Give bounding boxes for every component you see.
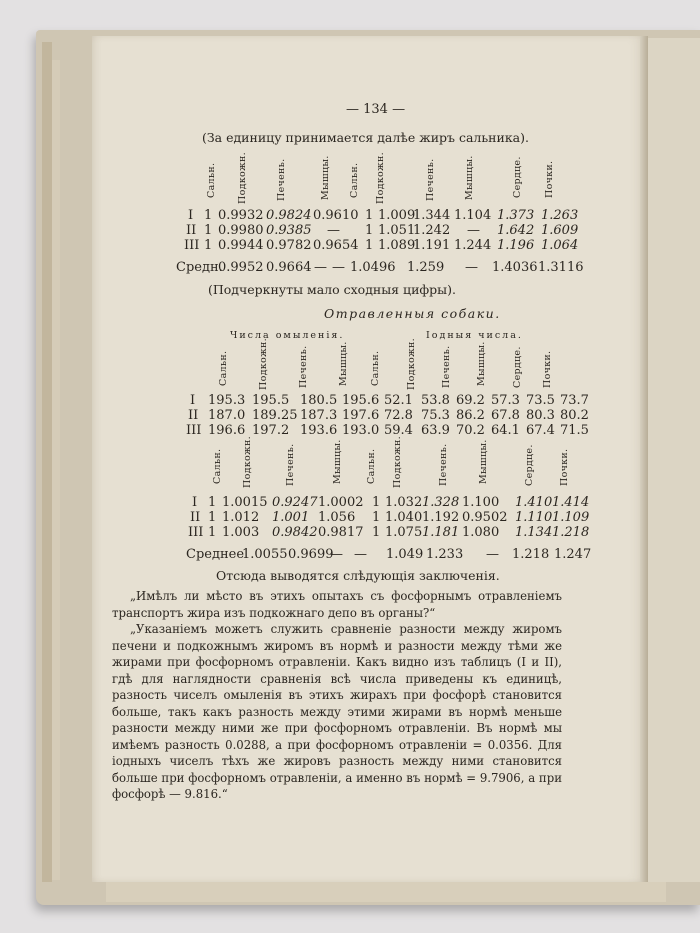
table2-header: Почки. bbox=[542, 350, 553, 388]
saponification-group-label: Числа омыленія. bbox=[230, 330, 345, 341]
table3-header: Печень. bbox=[438, 443, 449, 486]
table3-header: Сальн. bbox=[366, 448, 377, 484]
table1-header: Сальн. bbox=[349, 162, 360, 198]
paragraph: „Указаніемъ можетъ служить сравненіе разности между жиромъ печени и подкожнымъ жиромъ въ нормѣ и разности между тѣми же жирами при фосфорномъ отравленіи. Какъ видно изъ таблицъ (I и II), гдѣ для наглядности сравненія всѣ числа приведены къ единицѣ, разность чиселъ омыленія въ этихъ жирахъ при фосфорѣ становится больше, такъ какъ разность между этими жирами въ нормѣ меньше разности между ними же при фосфорномъ отравленіи. Въ нормѣ мы имѣемъ разность 0.0288, а при фосфорномъ отравленіи = 0.0356. Для іодныхъ чиселъ тѣхъ же жировъ разность между ними становится больше при фосфорномъ отравленіи, а именно въ нормѣ = 9.7906, а при фосфорѣ — 9.816.“ bbox=[112, 622, 562, 801]
table3-header: Мышцы. bbox=[478, 439, 489, 484]
table1-header: Подкожн. bbox=[237, 151, 248, 204]
table1-header: Почки. bbox=[544, 160, 555, 198]
table3-header: Сердце. bbox=[524, 444, 535, 486]
iodine-group-label: Іодныя числа. bbox=[426, 330, 523, 341]
table3-header: Подкожн. bbox=[392, 435, 403, 488]
table3-header: Почки. bbox=[559, 448, 570, 486]
table1-header: Сальн. bbox=[206, 162, 217, 198]
table1-footnote: (Подчеркнуты мало сходныя цифры). bbox=[208, 282, 456, 297]
paragraph: „Имѣлъ ли мѣсто въ этихъ опытахъ съ фосфорнымъ отравленіемъ транспортъ жира изъ подкожнаго депо въ органы?“ bbox=[112, 589, 562, 620]
table3-header: Сальн. bbox=[212, 448, 223, 484]
table3-header: Мышцы. bbox=[332, 439, 343, 484]
table1-header: Мышцы. bbox=[320, 155, 331, 200]
table3-header: Подкожн. bbox=[242, 435, 253, 488]
table2-header: Сальн. bbox=[218, 350, 229, 386]
table1-header: Сердце. bbox=[512, 156, 523, 198]
page-edges-bottom bbox=[106, 882, 666, 902]
table2-header: Сердце. bbox=[512, 346, 523, 388]
body-text bbox=[112, 588, 562, 803]
table1-header: Печень. bbox=[425, 158, 436, 201]
book-page: — 134 — (За единицу принимается далѣе жиръ сальника). Сальн. Подкожн. Печень. Мышцы. Сальн. Подкожн. Печень. Мышцы. Сердце. Почки. I 1 0.9932 0.9824 0.9610 1 1.009 1.344 1.104 1.373 1.263 II 1 0.9980 0.9385 — 1 1.051 1.242 — 1.642 1.609 III 1 0.9944 0.9782 0.9654 1 1.089 1.191 1.244 1.196 1.064 Средн. 0.9952 0.9664 — — 1.0496 1.259 — 1.4036 1.3116 (Подчеркнуты мало сходныя цифры). Отравленныя собаки. Числа омыленія. Іодныя числа. Сальн. Подкожн. Печень. Мышцы. Сальн. Подкожн. Печень. Мышцы. Сердце. Почки. I 195.3 195.5 180.5 195.6 52.1 53.8 69.2 57.3 73.5 73.7 II 187.0 189.25 187.3 197.6 72.8 75.3 86.2 67.8 80.3 80.2 III 196.6 197.2 193.6 193.0 59.4 63.9 70.2 64.1 67.4 71.5 Сальн. Подкожн. Печень. Мышцы. Сальн. Подкожн. Печень. Мышцы. Сердце. Почки. I 1 1.0015 0.9247 1.0002 1 1.032 1.328 1.100 1.410 1.414 II 1 1.012 1.001 1.056 1 1.040 1.192 0.9502 1.110 1.109 III 1 1.003 0.9842 0.9817 1 1.075 1.181 1.080 1.134 1.218 Среднее 1.0055 0.9699 — — 1.049 1.233 — 1.218 1.247 Отсюда выводятся слѣдующія заключенія. „Имѣлъ ли мѣсто въ этихъ опытахъ съ фосфорнымъ отравленіемъ транспортъ жира изъ подкожнаго депо въ органы?“ „Указаніемъ можетъ служить сравненіе разности между жиромъ печени и подкожнымъ жиромъ въ нормѣ и разности между тѣми же жирами при фосфорномъ отравленіи. Какъ видно изъ таблицъ (I и II), гдѣ для наглядности сравненія всѣ числа приведены къ единицѣ, разность чиселъ омыленія въ этихъ жирахъ при фосфорѣ становится больше, такъ какъ разность между этими жирами въ нормѣ меньше разности между ними же при фосфорномъ отравленіи. Въ нормѣ мы имѣемъ разность 0.0288, а при фосфорномъ отравленіи = 0.0356. Для іодныхъ чиселъ тѣхъ же жировъ разность между ними становится больше при фосфорномъ отравленіи, а именно въ нормѣ = 9.7906, а при фосфорѣ — 9.816.“ bbox=[92, 36, 646, 882]
page-edges-left bbox=[42, 42, 52, 882]
page-edges-inner bbox=[52, 60, 60, 880]
table2-header: Подкожн. bbox=[406, 337, 417, 390]
conclusions-intro: Отсюда выводятся слѣдующія заключенія. bbox=[216, 568, 500, 583]
book-spine bbox=[640, 36, 648, 882]
table3-header: Печень. bbox=[285, 443, 296, 486]
table2-header: Мышцы. bbox=[338, 341, 349, 386]
table1-header: Мышцы. bbox=[464, 155, 475, 200]
table2-header: Печень. bbox=[441, 345, 452, 388]
next-page bbox=[646, 38, 700, 882]
table1-header: Подкожн. bbox=[375, 151, 386, 204]
poisoned-dogs-heading: Отравленныя собаки. bbox=[324, 306, 501, 321]
page-number: — 134 — bbox=[346, 102, 406, 117]
unit-note: (За единицу принимается далѣе жиръ сальника). bbox=[202, 130, 529, 145]
table1-header: Печень. bbox=[276, 158, 287, 201]
table2-header: Сальн. bbox=[370, 350, 381, 386]
table2-header: Подкожн. bbox=[258, 337, 269, 390]
table2-header: Печень. bbox=[298, 345, 309, 388]
table2-header: Мышцы. bbox=[476, 341, 487, 386]
